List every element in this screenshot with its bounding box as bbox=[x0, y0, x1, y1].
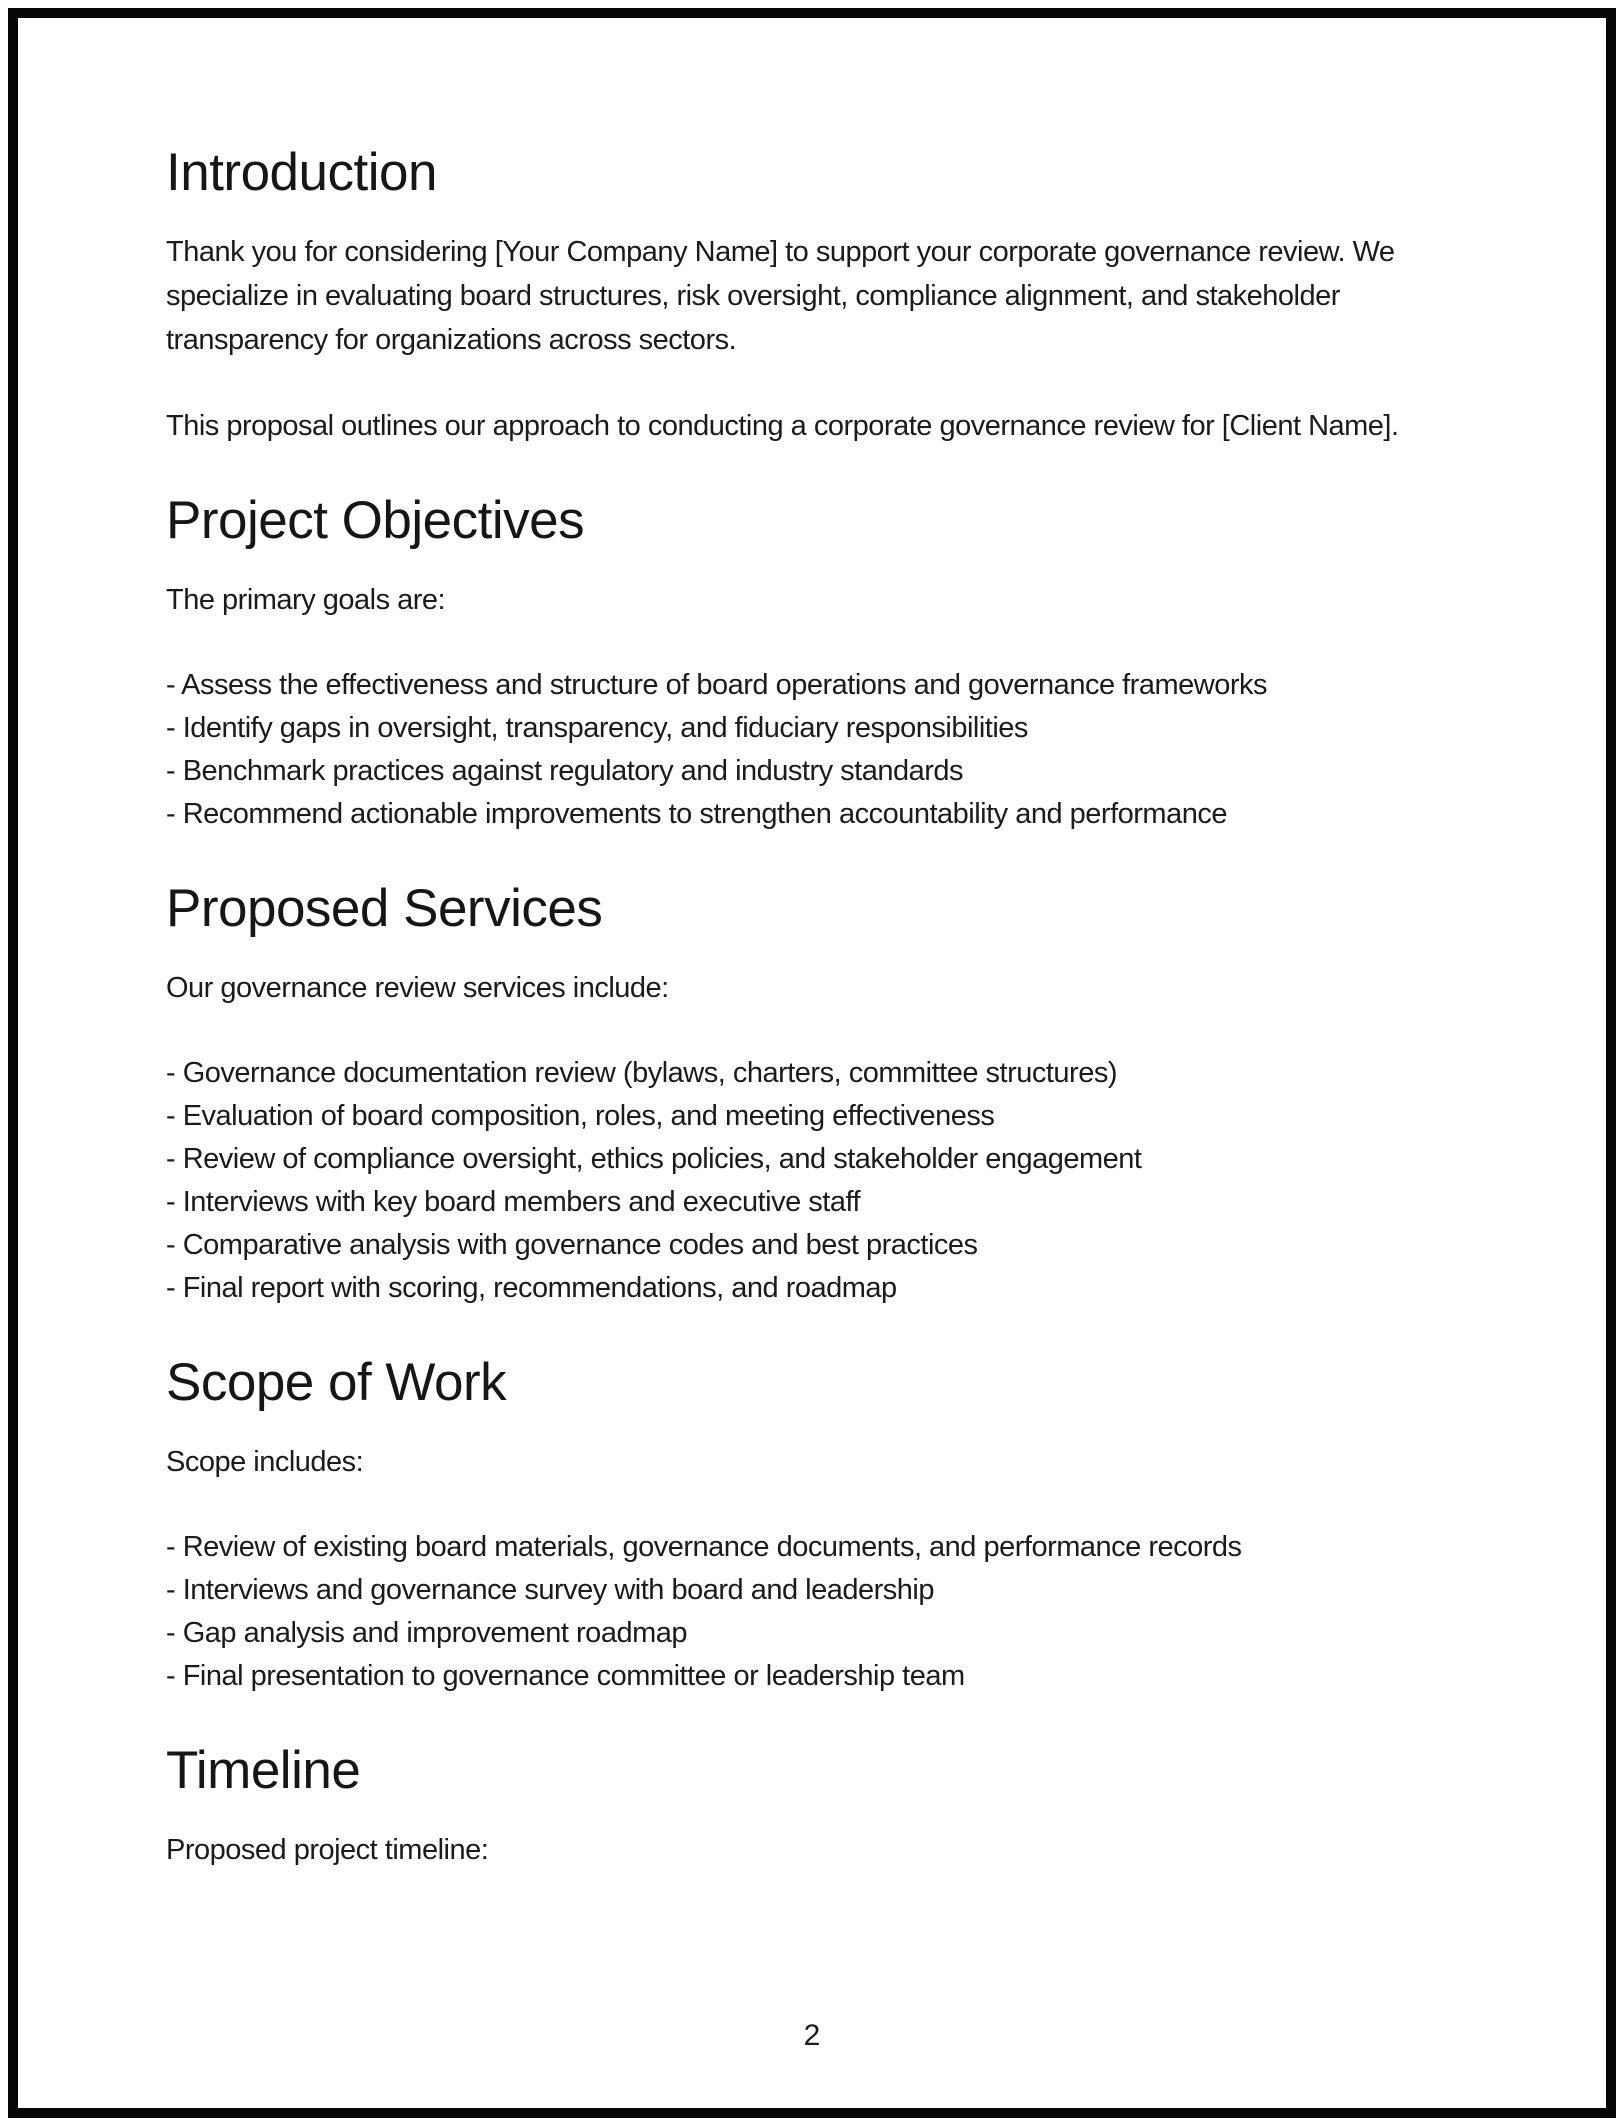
list-item: - Recommend actionable improvements to strengthen accountability and performance bbox=[166, 798, 1227, 830]
section-paragraph: Thank you for considering [Your Company Name] to support your corporate governance review. We specialize in evaluating board structures, risk oversight, compliance alignment, and stakeholder transparency for organizations across sectors. bbox=[166, 236, 1395, 356]
document-sections bbox=[166, 142, 1464, 1872]
section-paragraph: Scope includes: bbox=[166, 1446, 364, 1478]
list-item: - Final presentation to governance committee or leadership team bbox=[166, 1660, 965, 1692]
document-section bbox=[166, 1740, 1464, 1872]
list-item: - Identify gaps in oversight, transparency, and fiduciary responsibilities bbox=[166, 712, 1028, 744]
document-section bbox=[166, 1352, 1464, 1698]
section-heading: Proposed Services bbox=[166, 879, 603, 938]
section-paragraph: Our governance review services include: bbox=[166, 972, 669, 1004]
document-section bbox=[166, 878, 1464, 1310]
page-number: 2 bbox=[803, 2019, 821, 2052]
section-list bbox=[166, 1526, 1464, 1698]
list-item: - Review of existing board materials, governance documents, and performance records bbox=[166, 1531, 1242, 1563]
section-heading: Introduction bbox=[166, 143, 437, 202]
section-heading: Scope of Work bbox=[166, 1353, 507, 1412]
document-content bbox=[18, 18, 1606, 2108]
section-heading: Project Objectives bbox=[166, 491, 585, 550]
section-heading: Timeline bbox=[166, 1741, 361, 1800]
section-paragraphs bbox=[166, 578, 1464, 622]
section-list bbox=[166, 664, 1464, 836]
list-item: - Evaluation of board composition, roles, and meeting effectiveness bbox=[166, 1100, 995, 1132]
section-paragraph: The primary goals are: bbox=[166, 584, 446, 616]
section-paragraph: Proposed project timeline: bbox=[166, 1834, 489, 1866]
list-item: - Benchmark practices against regulatory and industry standards bbox=[166, 755, 964, 787]
list-item: - Assess the effectiveness and structure of board operations and governance frameworks bbox=[166, 669, 1267, 701]
section-list bbox=[166, 1052, 1464, 1310]
list-item: - Interviews and governance survey with board and leadership bbox=[166, 1574, 934, 1606]
list-item: - Review of compliance oversight, ethics policies, and stakeholder engagement bbox=[166, 1143, 1142, 1175]
document-section bbox=[166, 142, 1464, 448]
section-paragraph: This proposal outlines our approach to conducting a corporate governance review for [Client Name]. bbox=[166, 410, 1399, 442]
section-paragraphs bbox=[166, 230, 1464, 448]
list-item: - Interviews with key board members and executive staff bbox=[166, 1186, 861, 1218]
section-paragraphs bbox=[166, 1440, 1464, 1484]
list-item: - Governance documentation review (bylaws, charters, committee structures) bbox=[166, 1057, 1117, 1089]
list-item: - Comparative analysis with governance codes and best practices bbox=[166, 1229, 978, 1261]
section-paragraphs bbox=[166, 1828, 1464, 1872]
section-paragraphs bbox=[166, 966, 1464, 1010]
list-item: - Gap analysis and improvement roadmap bbox=[166, 1617, 687, 1649]
document-page bbox=[8, 8, 1616, 2118]
list-item: - Final report with scoring, recommendations, and roadmap bbox=[166, 1272, 897, 1304]
document-section bbox=[166, 490, 1464, 836]
